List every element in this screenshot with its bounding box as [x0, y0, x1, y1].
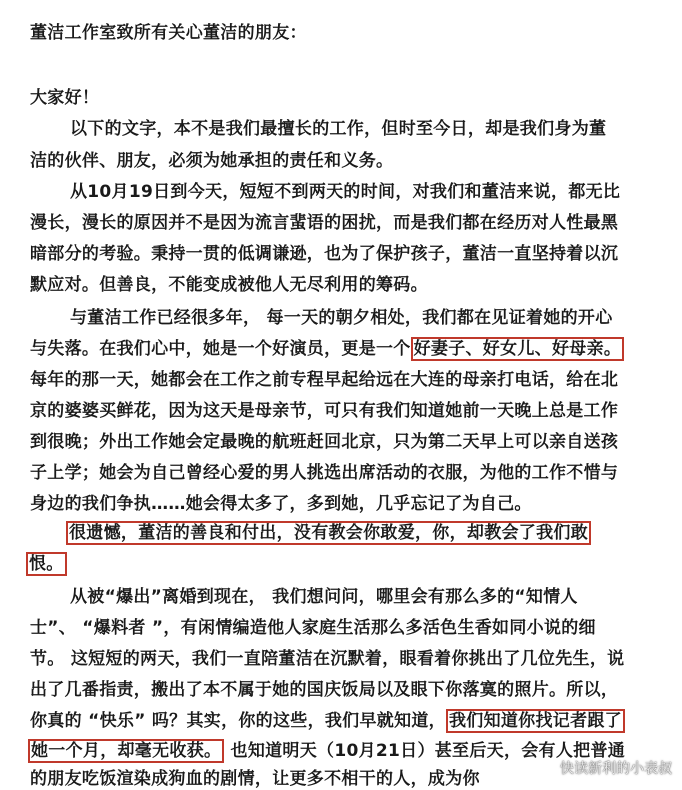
letter-greeting: 大家好！ — [30, 88, 100, 108]
watermark: 快读新利的小表叔 — [560, 761, 672, 777]
text-line: 暗部分的考验。秉持一贯的低调谦逊，也为了保护孩子，董洁一直坚持着以沉 — [30, 244, 619, 264]
text-line: 从被“爆出”离婚到现在， 我们想问问，哪里会有那么多的“知情人 — [70, 587, 578, 607]
highlight-box: 很遗憾，董洁的善良和付出，没有教会你敢爱，你，却教会了我们敢 — [66, 521, 591, 545]
text-line: 身边的我们争执……她会得太多了，多到她，几乎忘记了为自己。 — [30, 494, 532, 514]
text-line: 的朋友吃饭渲染成狗血的剧情，让更多不相干的人，成为你 — [30, 769, 480, 789]
highlight-box: 好妻子、好女儿、好母亲。 — [411, 337, 625, 361]
text-line: 以下的文字，本不是我们最擅长的工作，但时至今日，却是我们身为董 — [70, 119, 607, 139]
text-line — [26, 553, 67, 575]
text-segment: 也知道明天（10月21日）甚至后天，会有人把普通 — [224, 741, 626, 761]
text-line — [28, 740, 625, 762]
highlight-box: 恨。 — [26, 552, 67, 576]
text-line — [30, 710, 625, 732]
highlight-box: 我们知道你找记者跟了 — [446, 709, 625, 733]
text-line: 洁的伙伴、朋友，必须为她承担的责任和义务。 — [30, 151, 394, 171]
text-line: 节。 这短短的两天，我们一直陪董洁在沉默着，眼看着你挑出了几位先生，说 — [30, 649, 625, 669]
highlight-box: 她一个月，却毫无收获。 — [28, 739, 224, 763]
text-line: 出了几番指责，搬出了本不属于她的国庆饭局以及眼下你落寞的照片。所以， — [30, 680, 619, 700]
text-segment: 与失落。在我们心中，她是一个好演员，更是一个 — [30, 339, 411, 359]
text-line: 京的婆婆买鲜花，因为这天是母亲节，可只有我们知道她前一天晚上总是工作 — [30, 401, 619, 421]
text-line: 漫长，漫长的原因并不是因为流言蜚语的困扰，而是我们都在经历对人性最黑 — [30, 213, 619, 233]
text-line: 士”、 “爆料者 ”，有闲情编造他人家庭生活那么多活色生香如同小说的细 — [30, 618, 596, 638]
text-line: 每年的那一天，她都会在工作之前专程早起给远在大连的母亲打电话，给在北 — [30, 370, 619, 390]
text-line: 从10月19日到今天，短短不到两天的时间，对我们和董洁来说，都无比 — [70, 182, 621, 202]
text-line: 与董洁工作已经很多年， 每一天的朝夕相处，我们都在见证着她的开心 — [70, 308, 613, 328]
text-segment: 你真的 “快乐” 吗？其实，你的这些，我们早就知道， — [30, 711, 446, 731]
text-line: 子上学；她会为自己曾经心爱的男人挑选出席活动的衣服，为他的工作不惜与 — [30, 463, 619, 483]
text-line: 到很晚；外出工作她会定最晚的航班赶回北京，只为第二天早上可以亲自送孩 — [30, 432, 619, 452]
letter-heading: 董洁工作室致所有关心董洁的朋友： — [30, 23, 307, 43]
text-line — [66, 522, 591, 544]
text-line: 默应对。但善良，不能变成被他人无尽利用的筹码。 — [30, 275, 428, 295]
text-line — [30, 338, 624, 360]
